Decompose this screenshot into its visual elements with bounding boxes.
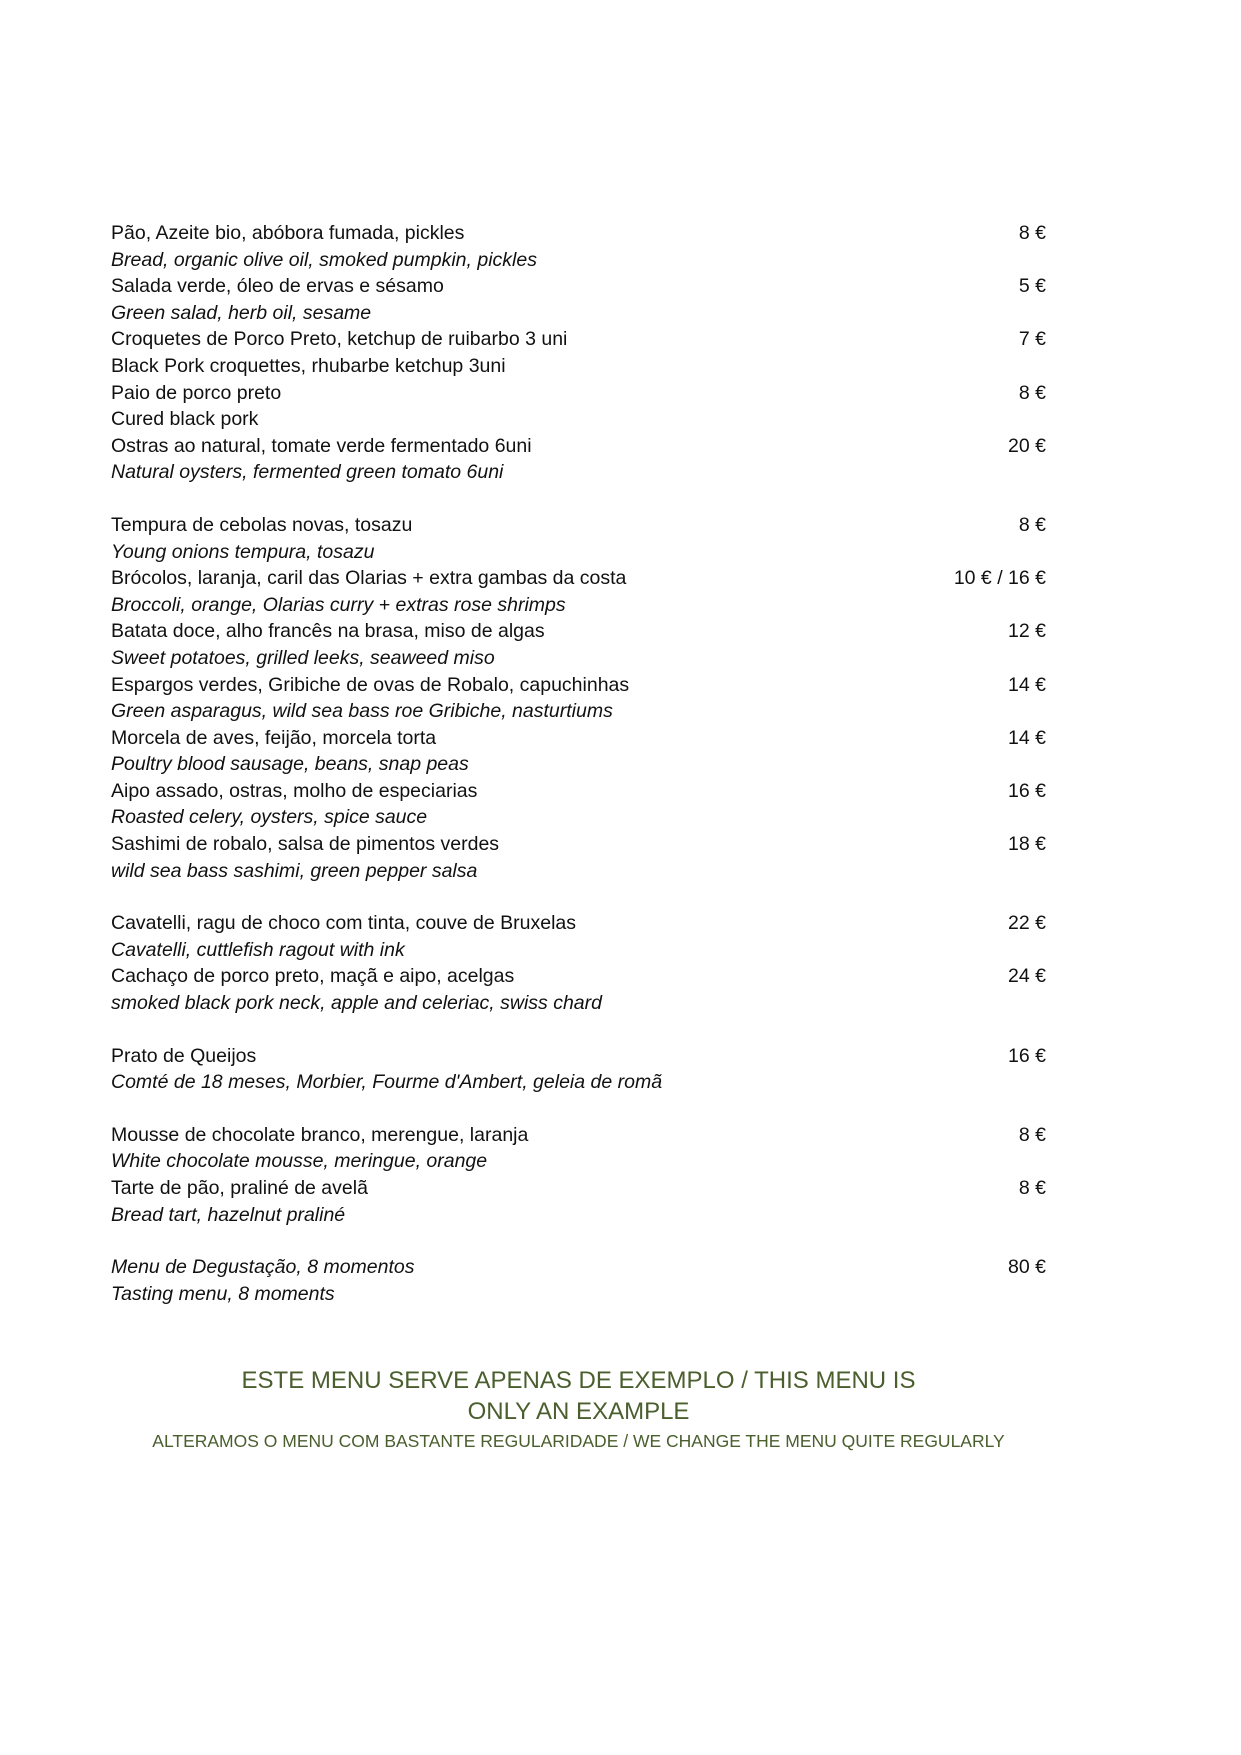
dish-name-pt: Pão, Azeite bio, abóbora fumada, pickles [111, 222, 465, 244]
dish-price: 7 € [1018, 328, 1046, 351]
dish-name-en: Tasting menu, 8 moments [111, 1282, 335, 1305]
dish-name-pt: Espargos verdes, Gribiche de ovas de Robalo, capuchinhas [111, 673, 630, 696]
dish-price: 8 € [1018, 381, 1046, 404]
disclaimer-subtext: ALTERAMOS O MENU COM BASTANTE REGULARIDADE / WE CHANGE THE MENU QUITE REGULARLY [152, 1431, 1005, 1451]
menu-item [111, 326, 1046, 379]
dish-price: 24 € [1008, 965, 1046, 988]
menu-item [111, 672, 1046, 725]
menu-item [111, 1122, 1046, 1175]
dish-price: 20 € [1008, 434, 1046, 457]
menu-item [111, 1175, 1046, 1228]
dish-price: 10 € / 16 € [953, 567, 1046, 590]
dish-price: 8 € [1018, 1123, 1046, 1146]
menu-item [111, 963, 1046, 1016]
dish-name-en: Bread tart, hazelnut praliné [111, 1203, 346, 1226]
menu-section [111, 1122, 1046, 1228]
dish-name-en: White chocolate mousse, meringue, orange [111, 1150, 488, 1173]
dish-name-en: Cavatelli, cuttlefish ragout with ink [111, 938, 405, 961]
dish-name-en: Broccoli, orange, Olarias curry + extras rose shrimps [111, 593, 566, 616]
dish-name-en: smoked black pork neck, apple and celeriac, swiss chard [111, 992, 602, 1015]
dish-price: 8 € [1018, 222, 1046, 244]
dish-name-pt: Mousse de chocolate branco, merengue, laranja [111, 1123, 529, 1146]
dish-name-en: Comté de 18 meses, Morbier, Fourme d'Ambert, geleia de romã [111, 1071, 663, 1094]
dish-name-pt: Prato de Queijos [111, 1044, 257, 1067]
dish-price: 5 € [1018, 275, 1046, 298]
menu-item [111, 220, 1046, 273]
menu-section [111, 1254, 1046, 1307]
menu-item [111, 725, 1046, 778]
dish-name-pt: Tempura de cebolas novas, tosazu [111, 513, 413, 536]
dish-name-en: wild sea bass sashimi, green pepper salsa [111, 859, 478, 882]
menu-item [111, 565, 1046, 618]
dish-name-pt: Cavatelli, ragu de choco com tinta, couve de Bruxelas [111, 912, 577, 935]
dish-name-pt: Croquetes de Porco Preto, ketchup de ruibarbo 3 uni [111, 328, 568, 351]
menu-footer [111, 1365, 1046, 1453]
menu-section [111, 1043, 1046, 1096]
dish-name-pt: Morcela de aves, feijão, morcela torta [111, 726, 437, 749]
dish-name-en: Cured black pork [111, 408, 259, 431]
dish-name-en: Black Pork croquettes, rhubarbe ketchup 3uni [111, 354, 506, 377]
dish-name-pt: Paio de porco preto [111, 381, 282, 404]
menu-item [111, 618, 1046, 671]
dish-name-en: Green asparagus, wild sea bass roe Gribiche, nasturtiums [111, 700, 613, 723]
dish-name-pt: Aipo assado, ostras, molho de especiarias [111, 779, 478, 802]
dish-name-en: Natural oysters, fermented green tomato 6uni [111, 461, 504, 484]
dish-name-pt: Brócolos, laranja, caril das Olarias + extra gambas da costa [111, 567, 627, 590]
menu-section [111, 512, 1046, 884]
menu-item [111, 433, 1046, 486]
menu-item [111, 380, 1046, 433]
dish-name-en: Bread, organic olive oil, smoked pumpkin, pickles [111, 248, 537, 271]
dish-price: 80 € [1008, 1256, 1046, 1279]
dish-name-pt: Sashimi de robalo, salsa de pimentos verdes [111, 833, 500, 856]
menu-item [111, 1043, 1046, 1096]
dish-price: 8 € [1018, 513, 1046, 536]
menu-section [111, 910, 1046, 1016]
dish-price: 18 € [1008, 833, 1046, 856]
dish-price: 22 € [1008, 912, 1046, 935]
dish-name-pt: Batata doce, alho francês na brasa, miso de algas [111, 620, 545, 643]
dish-name-en: Sweet potatoes, grilled leeks, seaweed miso [111, 646, 495, 669]
menu-list [111, 220, 1046, 1333]
dish-name-en: Roasted celery, oysters, spice sauce [111, 806, 428, 829]
dish-price: 12 € [1008, 620, 1046, 643]
dish-name-pt: Tarte de pão, praliné de avelã [111, 1177, 368, 1199]
dish-name-pt: Cachaço de porco preto, maçã e aipo, acelgas [111, 965, 515, 988]
menu-section [111, 220, 1046, 486]
dish-name-pt: Ostras ao natural, tomate verde fermentado 6uni [111, 434, 532, 457]
dish-price: 14 € [1008, 673, 1046, 696]
menu-item [111, 1254, 1046, 1307]
dish-price: 8 € [1018, 1177, 1046, 1199]
menu-item [111, 512, 1046, 565]
dish-price: 16 € [1008, 779, 1046, 802]
menu-item [111, 910, 1046, 963]
dish-name-en: Green salad, herb oil, sesame [111, 301, 372, 324]
disclaimer-heading: ESTE MENU SERVE APENAS DE EXEMPLO / THIS MENU IS ONLY AN EXAMPLE [241, 1367, 916, 1425]
menu-item [111, 831, 1046, 884]
dish-name-pt: Menu de Degustação, 8 momentos [111, 1256, 415, 1279]
dish-name-en: Poultry blood sausage, beans, snap peas [111, 753, 469, 776]
dish-name-pt: Salada verde, óleo de ervas e sésamo [111, 275, 444, 298]
dish-name-en: Young onions tempura, tosazu [111, 540, 375, 563]
dish-price: 16 € [1008, 1044, 1046, 1067]
menu-item [111, 273, 1046, 326]
dish-price: 14 € [1008, 726, 1046, 749]
menu-item [111, 778, 1046, 831]
